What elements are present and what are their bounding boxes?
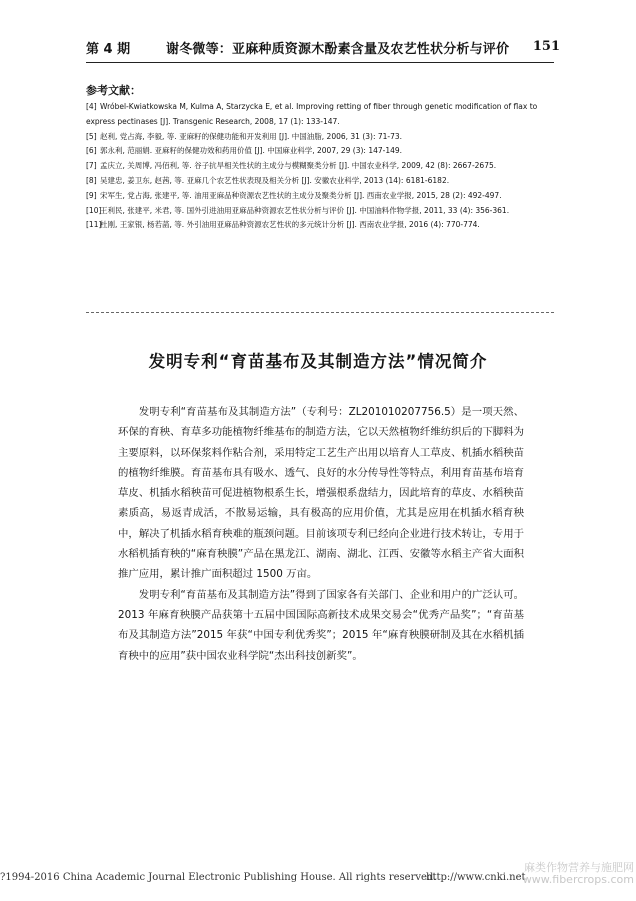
watermark-line: www.fibercrops.com — [522, 873, 634, 886]
reference-item: [11]杜刚, 王家银, 杨若菡, 等. 外引油用亚麻品种资源农艺性状的多元统计分析 [J]. 西南农业学报, 2016 (4): 770-774. — [86, 220, 480, 230]
notice-body — [118, 402, 524, 666]
watermark-line: 麻类作物营养与施肥网 — [524, 861, 634, 874]
notice-paragraph: 发明专利“育苗基布及其制造方法”（专利号：ZL201010207756.5）是一项天然、环保的育秧、育草多功能植物纤维基布的制造方法，它以天然植物纤维纺织后的下脚料为主要原料，以环保浆料作粘合剂，采用特定工艺生产出用以培育人工草皮、机插水稻秧苗的植物纤维膜。育苗基布具有吸水、透气、良好的水分传导性等特点，利用育苗基布培育草皮、机插水稻秧苗可促进植物根系生长，增强根系盘结力，因此培育的草皮、水稻秧苗素质高，易返青成活，不散易运输，具有极高的应用价值，尤其是应用在机插水稻育秧中，解决了机插水稻育秧难的瓶颈问题。目前该项专利已经向企业进行技术转让，专用于水稻机插育秧的“麻育秧膜”产品在黑龙江、湖南、湖北、江西、安徽等水稻主产省大面积推广应用，累计推广面积超过 1500 万亩。 — [118, 406, 524, 581]
watermark — [510, 862, 634, 886]
reference-item: [9] 宋军生, 党占海, 张建平, 等. 油用亚麻品种资源农艺性状的主成分及聚类分析 [J]. 西南农业学报, 2015, 28 (2): 492-497. — [86, 190, 502, 200]
reference-item: [7] 孟庆立, 关周博, 冯佰利, 等. 谷子抗旱相关性状的主成分与模糊聚类分析 [J]. 中国农业科学, 2009, 42 (8): 2667-2675. — [86, 161, 497, 171]
page-number: 151 — [532, 39, 560, 54]
reference-item: [4] Wróbel-Kwiatkowska M, Kulma A, Starzycka E, et al. Improving retting of fiber through genetic modification of flax to express pectinases [J]. Transgenic Research, 2008, 17 (1): 133-147. — [86, 102, 538, 126]
header-rule — [86, 62, 554, 63]
reference-item: [8] 吴建忠, 姜卫东, 赵茜, 等. 亚麻几个农艺性状表现及相关分析 [J]. 安徽农业科学, 2013 (14): 6181-6182. — [86, 175, 450, 185]
copyright-text: ?1994-2016 China Academic Journal Electronic Publishing House. All rights reserved. — [0, 872, 437, 883]
reference-item: [6] 郭永利, 范丽娟. 亚麻籽的保健功效和药用价值 [J]. 中国麻业科学, 2007, 29 (3): 147-149. — [86, 146, 403, 156]
section-divider — [86, 312, 554, 313]
reference-item: [5] 赵利, 党占海, 李毅, 等. 亚麻籽的保健功能和开发利用 [J]. 中国油脂, 2006, 31 (3): 71-73. — [86, 131, 403, 141]
references-heading: 参考文献： — [86, 84, 141, 97]
site-url: http://www.cnki.net — [426, 872, 526, 883]
reference-item: [10]王利民, 张建平, 米君, 等. 国外引进油用亚麻品种资源农艺性状分析与评价 [J]. 中国油料作物学报, 2011, 33 (4): 356-361. — [86, 205, 510, 215]
notice-title: 发明专利“育苗基布及其制造方法”情况简介 — [148, 352, 488, 371]
references-list — [86, 100, 556, 233]
notice-paragraph: 发明专利“育苗基布及其制造方法”得到了国家各有关部门、企业和用户的广泛认可。2013 年麻育秧膜产品获第十五届中国国际高新技术成果交易会“优秀产品奖”；“育苗基布及其制造方法”2015 年获“中国专利优秀奖”；2015 年“麻育秧膜研制及其在水稻机插育秧中的应用”获中国农业科学院“杰出科技创新奖”。 — [118, 588, 524, 662]
running-title: 谢冬微等：亚麻种质资源木酚素含量及农艺性状分析与评价 — [166, 42, 510, 57]
issue-number: 第 4 期 — [86, 42, 131, 57]
